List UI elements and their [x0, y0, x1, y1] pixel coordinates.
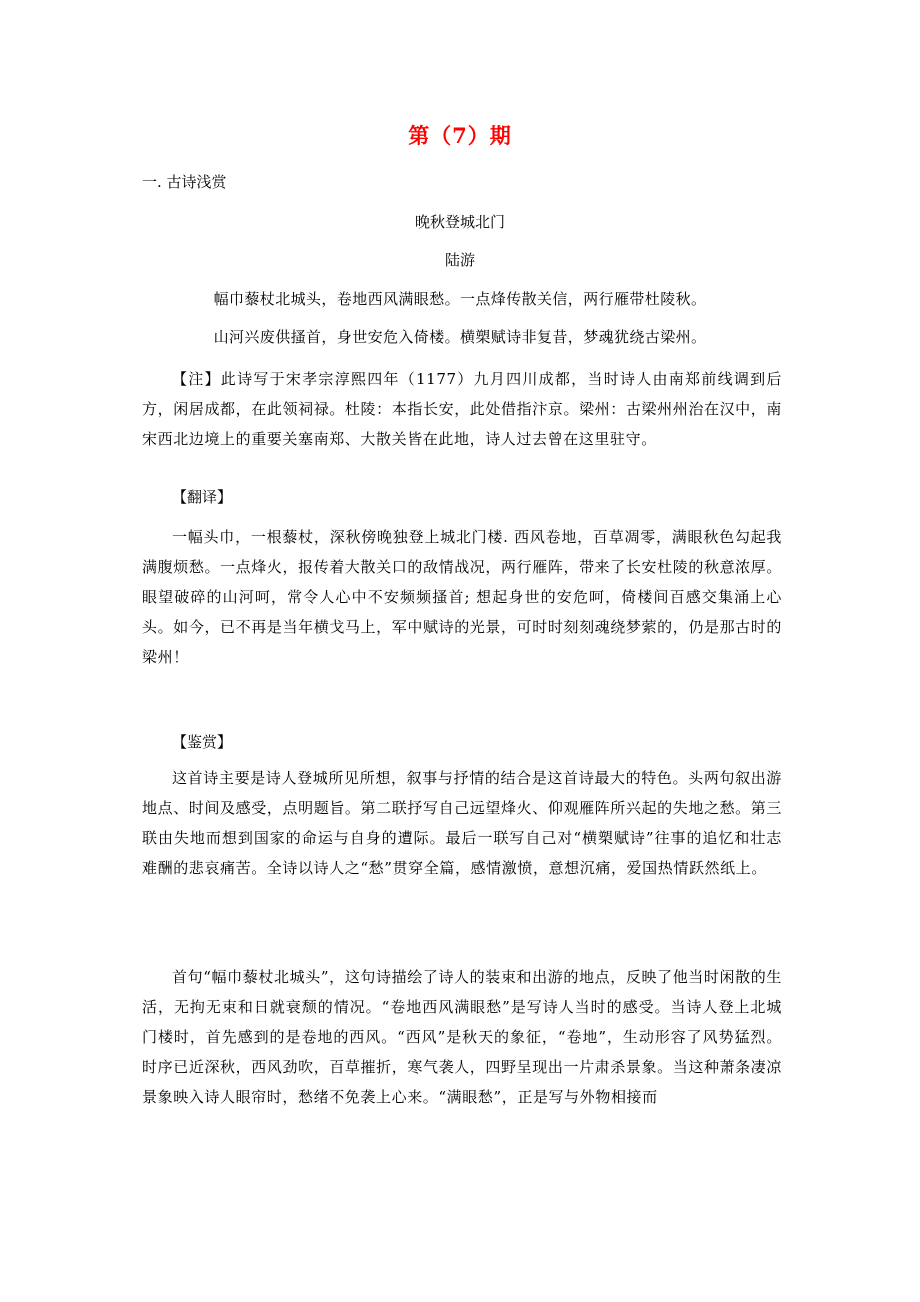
poem-author: 陆游 — [444, 251, 475, 269]
page-title: 第（7）期 — [408, 123, 512, 148]
appreciation-paragraph: 首句“幅巾藜杖北城头”，这句诗描绘了诗人的装束和出游的地点，反映了他当时闲散的生活，无拘无束和日就衰颓的情况。“卷地西风满眼愁”是写诗人当时的感受。当诗人登上北城门楼时，首先感到的是卷地的西风。“西风”是秋天的象征，“卷地”，生动形容了风势猛烈。时序已近深秋，西风劲吹，百草摧折，寒气袭人，四野呈现出一片肃杀景象。当这种萧条凄凉景象映入诗人眼帘时，愁绪不免袭上心来。“满眼愁”，正是写与外物相接而 — [142, 968, 782, 1106]
poem-line: 山河兴废供搔首，身世安危入倚楼。横槊赋诗非复昔，梦魂犹绕古梁州。 — [213, 328, 707, 346]
appreciation-label: 【鉴赏】 — [172, 733, 233, 751]
poem-title: 晚秋登城北门 — [414, 213, 505, 231]
note-paragraph: 【注】此诗写于宋孝宗淳熙四年（1177）九月四川成都，当时诗人由南郑前线调到后方，闲居成都，在此领祠禄。杜陵：本指长安，此处借指汴京。梁州：古梁州州治在汉中，南宋西北边境上的重要关塞南郑、大散关皆在此地，诗人过去曾在这里驻守。 — [142, 370, 782, 448]
translation-label: 【翻译】 — [172, 488, 233, 506]
appreciation-paragraph: 这首诗主要是诗人登城所见所想，叙事与抒情的结合是这首诗最大的特色。头两句叙出游地点、时间及感受，点明题旨。第二联抒写自己远望烽火、仰观雁阵所兴起的失地之愁。第三联由失地而想到国家的命运与自身的遭际。最后一联写自己对“横槊赋诗”往事的追忆和壮志难酬的悲哀痛苦。全诗以诗人之“愁”贯穿全篇，感情激愤，意想沉痛，爱国热情跃然纸上。 — [142, 769, 782, 877]
section-heading: 一. 古诗浅赏 — [142, 173, 227, 191]
poem-line: 幅巾藜杖北城头，卷地西风满眼愁。一点烽传散关信，两行雁带杜陵秋。 — [213, 290, 707, 308]
translation-paragraph: 一幅头巾，一根藜杖，深秋傍晚独登上城北门楼. 西风卷地，百草凋零，满眼秋色勾起我满腹烦愁。一点烽火，报传着大散关口的敌情战况，两行雁阵，带来了长安杜陵的秋意浓厚。眼望破碎的山河呵，常令人心中不安频频搔首; 想起身世的安危呵，倚楼间百感交集涌上心头。如今，已不再是当年横戈马上，军中赋诗的光景，可时时刻刻魂绕梦萦的，仍是那古时的梁州！ — [142, 528, 782, 666]
